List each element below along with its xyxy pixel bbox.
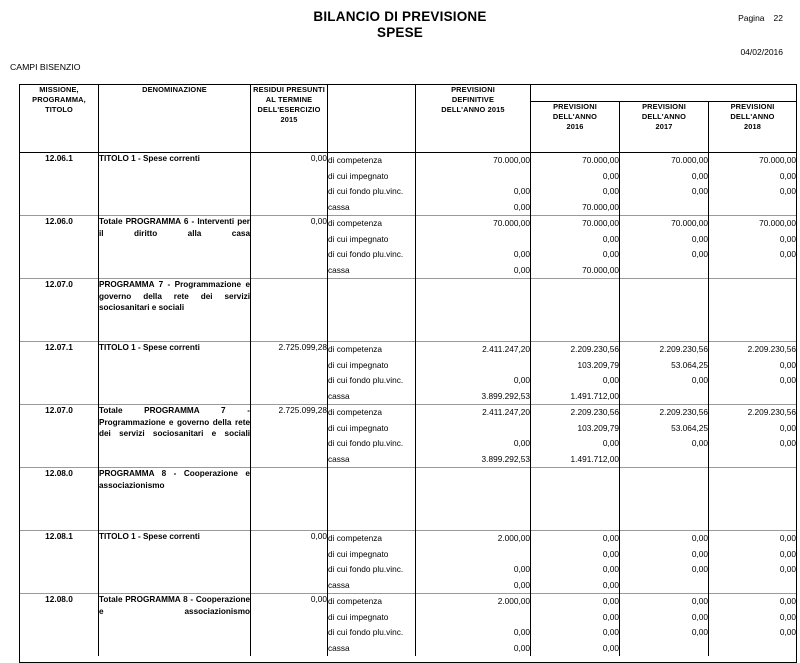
cell-year-2016: [531, 216, 620, 279]
cell-year-2017-competenza: [620, 468, 708, 484]
cell-year-2017-fondo: 0,00: [691, 438, 708, 448]
document-title: BILANCIO DI PREVISIONE: [313, 9, 487, 24]
cell-year-2016: [531, 468, 620, 531]
cell-residui: 0,00: [251, 153, 328, 216]
cell-year-2016-cassa: 70.000,00: [582, 201, 619, 212]
column-header-code: [20, 85, 99, 153]
cell-year-2018-cassa: [709, 200, 796, 216]
denomination-text: Totale PROGRAMMA 6 - Interventi per il diritto alla casa: [99, 217, 250, 238]
cell-denomination: [99, 216, 251, 279]
cell-year-2016-cassa: 1.491.712,00: [570, 453, 619, 464]
cell-previsioni-definitive-cassa: 0,00: [513, 264, 530, 275]
cell-year-2017-fondo: 0,00: [691, 564, 708, 574]
definitive-header-line-2: DEFINITIVE: [451, 95, 495, 104]
table-row: [20, 531, 797, 594]
cell-year-2017: [620, 468, 709, 531]
cell-year-2018-cassa: [709, 326, 796, 342]
cell-year-2017-impegnato: 0,00: [691, 170, 708, 181]
cell-code: 12.07.0: [20, 405, 99, 468]
cell-denomination: [99, 405, 251, 468]
cell-previsioni-definitive: [416, 531, 531, 594]
cell-year-2018-impegnato: [709, 295, 796, 311]
cell-previsioni-definitive-fondo: 0,00: [513, 627, 530, 637]
cell-denomination: [99, 153, 251, 216]
sub-label-impegnato: di cui impegnato: [328, 170, 389, 181]
residui-header-line-2: AL TERMINE: [265, 95, 313, 104]
sub-label-fondo: di cui fondo plu.vinc.: [328, 438, 404, 448]
sub-label-cassa: cassa: [328, 390, 350, 401]
cell-year-2018-competenza: 2.209.230,56: [747, 407, 797, 417]
cell-year-2017-cassa: [620, 263, 708, 279]
cell-year-2017-fondo: 0,00: [691, 627, 708, 637]
table-bottom-edge-cell: [20, 656, 797, 663]
cell-year-2018-impegnato: 0,00: [779, 233, 797, 244]
cell-year-2016: [531, 279, 620, 342]
cell-year-2017-cassa: [620, 326, 708, 342]
cell-year-2017: [620, 279, 709, 342]
table-body: [20, 153, 797, 663]
cell-year-2018-fondo: 0,00: [779, 375, 797, 385]
sub-label-cassa: cassa: [328, 201, 350, 212]
cell-sub-labels: [328, 405, 416, 468]
cell-year-2016-impegnato: [531, 484, 619, 500]
cell-year-2016-fondo: [531, 310, 619, 326]
cell-year-2018-impegnato: 0,00: [779, 548, 797, 559]
cell-year-2018-impegnato: [709, 484, 796, 500]
cell-previsioni-definitive: [416, 216, 531, 279]
y2016-header-line-3: 2016: [566, 122, 584, 131]
cell-year-2017-impegnato: 0,00: [691, 233, 708, 244]
cell-year-2017: [620, 594, 709, 657]
cell-residui: 0,00: [251, 216, 328, 279]
cell-year-2018-cassa: [709, 389, 796, 405]
page-label-text: Pagina: [738, 13, 765, 23]
cell-year-2018-fondo: 0,00: [779, 438, 797, 448]
denomination-text: PROGRAMMA 8 - Cooperazione e associazionismo: [99, 469, 250, 490]
cell-sub-labels: [328, 279, 416, 342]
cell-previsioni-definitive: [416, 279, 531, 342]
cell-year-2018-fondo: [709, 499, 796, 515]
residui-header-line-3: DELL'ESERCIZIO: [257, 105, 321, 114]
cell-year-2016-competenza: 0,00: [602, 596, 619, 606]
cell-year-2017-fondo: 0,00: [691, 375, 708, 385]
cell-year-2017-competenza: 2.209.230,56: [659, 407, 708, 417]
cell-year-2017-competenza: 0,00: [691, 596, 708, 606]
cell-previsioni-definitive-fondo: 0,00: [513, 375, 530, 385]
y2018-header-line-3: 2018: [743, 122, 762, 131]
denomination-text: PROGRAMMA 7 - Programmazione e governo della rete dei servizi sociosanitari e sociali: [99, 280, 250, 312]
cell-year-2018-fondo: 0,00: [779, 249, 797, 259]
cell-code: 12.07.1: [20, 342, 99, 405]
sub-label-cassa: cassa: [328, 264, 350, 275]
denomination-text: Totale PROGRAMMA 8 - Cooperazione e associazionismo: [99, 595, 250, 616]
cell-code: 12.08.0: [20, 594, 99, 657]
cell-previsioni-definitive-fondo: 0,00: [513, 186, 530, 196]
cell-year-2018-impegnato: 0,00: [779, 611, 797, 622]
cell-year-2018: [709, 405, 797, 468]
cell-year-2017-impegnato: 0,00: [691, 611, 708, 622]
column-header-spacer: [328, 85, 416, 153]
cell-year-2017-cassa: [620, 452, 708, 468]
cell-year-2016-competenza: 70.000,00: [582, 218, 619, 228]
cell-year-2018-cassa: [709, 263, 796, 279]
code-header-line-1: MISSIONE,: [39, 85, 79, 94]
table-row: [20, 342, 797, 405]
cell-previsioni-definitive-competenza: 2.000,00: [497, 596, 530, 606]
cell-denomination: [99, 342, 251, 405]
cell-year-2016: [531, 342, 620, 405]
cell-year-2016-cassa: 0,00: [602, 579, 619, 590]
cell-year-2016-cassa: [531, 326, 619, 342]
cell-year-2018: [709, 153, 797, 216]
cell-year-2017-impegnato: [620, 484, 708, 500]
column-header-group-span: [531, 85, 797, 102]
cell-year-2016: [531, 153, 620, 216]
cell-previsioni-definitive: [416, 594, 531, 657]
y2017-header-line-2: DELL'ANNO: [641, 112, 687, 121]
table-row: [20, 468, 797, 531]
cell-year-2016-cassa: 1.491.712,00: [570, 390, 619, 401]
cell-year-2018-fondo: 0,00: [779, 564, 797, 574]
cell-year-2017: [620, 216, 709, 279]
cell-year-2016-cassa: 70.000,00: [582, 264, 619, 275]
sub-label-fondo: di cui fondo plu.vinc.: [328, 564, 404, 574]
cell-year-2017-impegnato: 53.064,25: [671, 422, 708, 433]
cell-year-2017-competenza: [620, 279, 708, 295]
y2016-header-line-1: PREVISIONI: [553, 102, 597, 111]
cell-year-2016-impegnato: [531, 295, 619, 311]
cell-sub-labels: [328, 153, 416, 216]
cell-year-2016-cassa: 0,00: [602, 642, 619, 653]
cell-previsioni-definitive-fondo: [416, 499, 530, 515]
cell-year-2017-cassa: [620, 389, 708, 405]
cell-denomination: [99, 531, 251, 594]
sub-label-fondo: di cui fondo plu.vinc.: [328, 375, 404, 385]
cell-year-2016-competenza: [531, 468, 619, 484]
cell-previsioni-definitive-impegnato: [416, 547, 530, 563]
cell-previsioni-definitive-impegnato: [416, 610, 530, 626]
cell-year-2016-competenza: 2.209.230,56: [570, 407, 619, 417]
cell-year-2016-competenza: 0,00: [602, 533, 619, 543]
y2016-header-line-2: DELL'ANNO: [552, 112, 598, 121]
cell-year-2018-cassa: [709, 578, 796, 594]
table-row: [20, 216, 797, 279]
cell-year-2018-cassa: [709, 515, 796, 531]
cell-previsioni-definitive-fondo: 0,00: [513, 564, 530, 574]
cell-year-2016-impegnato: 103.209,79: [577, 359, 619, 370]
cell-code: 12.06.1: [20, 153, 99, 216]
sub-label-competenza: di competenza: [328, 344, 382, 354]
sub-label-cassa: cassa: [328, 642, 350, 653]
table-row: [20, 405, 797, 468]
document-subtitle: SPESE: [376, 25, 424, 40]
code-header-line-2: PROGRAMMA,: [32, 95, 86, 104]
cell-previsioni-definitive-impegnato: [416, 358, 530, 374]
cell-year-2018: [709, 342, 797, 405]
cell-previsioni-definitive-impegnato: [416, 232, 530, 248]
page-number: 22: [773, 13, 783, 23]
cell-year-2016-impegnato: 103.209,79: [577, 422, 619, 433]
cell-previsioni-definitive-competenza: [416, 279, 530, 295]
cell-year-2018-impegnato: 0,00: [779, 359, 797, 370]
cell-year-2018: [709, 279, 797, 342]
cell-year-2018-cassa: [709, 641, 796, 657]
y2017-header-line-1: PREVISIONI: [642, 102, 686, 111]
cell-year-2017-cassa: [620, 200, 708, 216]
sub-label-impegnato: di cui impegnato: [328, 611, 389, 622]
cell-previsioni-definitive-competenza: 2.000,00: [497, 533, 530, 543]
cell-year-2018: [709, 594, 797, 657]
cell-sub-labels: [328, 342, 416, 405]
cell-previsioni-definitive: [416, 468, 531, 531]
denomination-text: TITOLO 1 - Spese correnti: [99, 532, 200, 541]
code-header-line-3: TITOLO: [45, 105, 73, 114]
sub-label-impegnato: di cui impegnato: [328, 422, 389, 433]
cell-year-2018-fondo: 0,00: [779, 627, 797, 637]
cell-year-2016-competenza: [531, 279, 619, 295]
cell-previsioni-definitive-cassa: 3.899.292,53: [481, 453, 530, 464]
cell-year-2018-cassa: [709, 452, 796, 468]
sub-label-cassa: cassa: [328, 579, 350, 590]
cell-year-2018-competenza: 0,00: [779, 533, 797, 543]
cell-previsioni-definitive-fondo: 0,00: [513, 249, 530, 259]
sub-label-competenza: di competenza: [328, 533, 382, 543]
cell-year-2018: [709, 531, 797, 594]
cell-previsioni-definitive-impegnato: [416, 169, 530, 185]
cell-residui: [251, 279, 328, 342]
cell-residui: 0,00: [251, 594, 328, 657]
cell-previsioni-definitive-cassa: 0,00: [513, 642, 530, 653]
cell-year-2016-cassa: [531, 515, 619, 531]
cell-previsioni-definitive-cassa: 3.899.292,53: [481, 390, 530, 401]
column-header-residui: [251, 85, 328, 153]
cell-year-2017-cassa: [620, 515, 708, 531]
cell-year-2017-fondo: 0,00: [691, 249, 708, 259]
cell-sub-labels: [328, 468, 416, 531]
cell-previsioni-definitive-cassa: 0,00: [513, 201, 530, 212]
cell-sub-labels: [328, 594, 416, 657]
cell-previsioni-definitive-fondo: 0,00: [513, 438, 530, 448]
page-header: [0, 0, 800, 76]
column-header-year-2018: [709, 102, 797, 153]
cell-previsioni-definitive: [416, 342, 531, 405]
header-row-top: [20, 85, 797, 102]
document-date: 04/02/2016: [740, 47, 783, 57]
column-header-year-2017: [620, 102, 709, 153]
page-indicator: [738, 13, 783, 23]
table-row: [20, 594, 797, 657]
cell-year-2017-fondo: 0,00: [691, 186, 708, 196]
cell-year-2016-fondo: 0,00: [602, 438, 619, 448]
cell-year-2018: [709, 216, 797, 279]
cell-previsioni-definitive-impegnato: [416, 295, 530, 311]
cell-residui: 2.725.099,28: [251, 405, 328, 468]
cell-year-2017-impegnato: [620, 295, 708, 311]
y2018-header-line-1: PREVISIONI: [730, 102, 775, 111]
definitive-header-line-3: DELL'ANNO 2015: [441, 105, 505, 114]
cell-year-2018-fondo: 0,00: [779, 186, 797, 196]
table-row: [20, 279, 797, 342]
cell-year-2018-competenza: 70.000,00: [759, 155, 797, 165]
cell-year-2017-competenza: 0,00: [691, 533, 708, 543]
table-row: [20, 153, 797, 216]
cell-year-2017: [620, 531, 709, 594]
cell-year-2018-fondo: [709, 310, 796, 326]
sub-label-fondo: di cui fondo plu.vinc.: [328, 186, 404, 196]
definitive-header-line-1: PREVISIONI: [451, 85, 495, 94]
cell-denomination: [99, 468, 251, 531]
y2017-header-line-3: 2017: [655, 122, 673, 131]
cell-year-2016-fondo: [531, 499, 619, 515]
cell-year-2018-impegnato: 0,00: [779, 422, 797, 433]
denomination-text: TITOLO 1 - Spese correnti: [99, 343, 200, 352]
cell-code: 12.08.1: [20, 531, 99, 594]
cell-year-2016-fondo: 0,00: [602, 564, 619, 574]
cell-previsioni-definitive-fondo: [416, 310, 530, 326]
cell-previsioni-definitive-impegnato: [416, 484, 530, 500]
table-bottom-edge: [20, 656, 797, 663]
denomination-text: Totale PROGRAMMA 7 - Programmazione e governo della rete dei servizi sociosanitari e sociali: [99, 406, 250, 438]
sub-label-competenza: di competenza: [328, 218, 382, 228]
cell-code: 12.08.0: [20, 468, 99, 531]
cell-denomination: [99, 279, 251, 342]
cell-year-2016-impegnato: 0,00: [602, 611, 619, 622]
cell-previsioni-definitive-competenza: 70.000,00: [493, 155, 530, 165]
cell-previsioni-definitive-competenza: 2.411.247,20: [482, 344, 530, 354]
sub-label-fondo: di cui fondo plu.vinc.: [328, 627, 404, 637]
cell-denomination: [99, 594, 251, 657]
cell-year-2017-cassa: [620, 578, 708, 594]
cell-year-2017-fondo: [620, 499, 708, 515]
budget-table-container: [19, 84, 796, 663]
sub-label-fondo: di cui fondo plu.vinc.: [328, 249, 404, 259]
column-header-year-2016: [531, 102, 620, 153]
cell-code: 12.06.0: [20, 216, 99, 279]
cell-year-2017: [620, 342, 709, 405]
cell-year-2018-competenza: 70.000,00: [759, 218, 797, 228]
cell-year-2017-competenza: 2.209.230,56: [659, 344, 708, 354]
cell-year-2017-competenza: 70.000,00: [671, 218, 708, 228]
cell-year-2016: [531, 594, 620, 657]
sub-label-impegnato: di cui impegnato: [328, 548, 389, 559]
cell-year-2017: [620, 153, 709, 216]
cell-previsioni-definitive: [416, 153, 531, 216]
cell-year-2017: [620, 405, 709, 468]
column-header-denomination: DENOMINAZIONE: [99, 85, 251, 153]
cell-year-2016-impegnato: 0,00: [602, 548, 619, 559]
cell-previsioni-definitive-cassa: 0,00: [513, 579, 530, 590]
cell-previsioni-definitive-impegnato: [416, 421, 530, 437]
cell-year-2016-competenza: 2.209.230,56: [570, 344, 619, 354]
cell-code: 12.07.0: [20, 279, 99, 342]
cell-previsioni-definitive-competenza: [416, 468, 530, 484]
cell-previsioni-definitive-competenza: 2.411.247,20: [482, 407, 530, 417]
cell-sub-labels: [328, 216, 416, 279]
sub-label-impegnato: di cui impegnato: [328, 359, 389, 370]
cell-year-2016-fondo: 0,00: [602, 627, 619, 637]
cell-year-2016-fondo: 0,00: [602, 249, 619, 259]
cell-previsioni-definitive-cassa: [416, 326, 530, 342]
table-header: [20, 85, 797, 153]
cell-residui: [251, 468, 328, 531]
cell-year-2017-competenza: 70.000,00: [671, 155, 708, 165]
cell-previsioni-definitive: [416, 405, 531, 468]
entity-name: CAMPI BISENZIO: [10, 62, 81, 72]
column-header-previsioni-definitive: [416, 85, 531, 153]
cell-year-2018-competenza: [709, 279, 796, 295]
cell-year-2017-fondo: [620, 310, 708, 326]
cell-year-2016-impegnato: 0,00: [602, 170, 619, 181]
cell-year-2018-impegnato: 0,00: [779, 170, 797, 181]
cell-year-2018-competenza: 0,00: [779, 596, 797, 606]
cell-year-2016: [531, 531, 620, 594]
cell-year-2018-competenza: 2.209.230,56: [747, 344, 797, 354]
residui-header-line-4: 2015: [280, 115, 298, 124]
sub-label-competenza: di competenza: [328, 407, 382, 417]
budget-table: [19, 84, 797, 663]
sub-label-competenza: di competenza: [328, 155, 382, 165]
residui-header-line-1: RESIDUI PRESUNTI: [253, 85, 325, 94]
sub-label-cassa: cassa: [328, 453, 350, 464]
cell-year-2018: [709, 468, 797, 531]
cell-year-2016-impegnato: 0,00: [602, 233, 619, 244]
sub-label-competenza: di competenza: [328, 596, 382, 606]
cell-year-2016-fondo: 0,00: [602, 375, 619, 385]
y2018-header-line-2: DELL'ANNO: [730, 112, 775, 121]
cell-year-2018-competenza: [709, 468, 796, 484]
cell-year-2017-cassa: [620, 641, 708, 657]
cell-residui: 2.725.099,28: [251, 342, 328, 405]
cell-residui: 0,00: [251, 531, 328, 594]
cell-year-2016-fondo: 0,00: [602, 186, 619, 196]
cell-previsioni-definitive-competenza: 70.000,00: [493, 218, 530, 228]
cell-previsioni-definitive-cassa: [416, 515, 530, 531]
cell-year-2017-impegnato: 53.064,25: [671, 359, 708, 370]
sub-label-impegnato: di cui impegnato: [328, 233, 389, 244]
cell-year-2016-competenza: 70.000,00: [582, 155, 619, 165]
cell-year-2017-impegnato: 0,00: [691, 548, 708, 559]
cell-sub-labels: [328, 531, 416, 594]
denomination-text: TITOLO 1 - Spese correnti: [99, 154, 200, 163]
cell-year-2016: [531, 405, 620, 468]
